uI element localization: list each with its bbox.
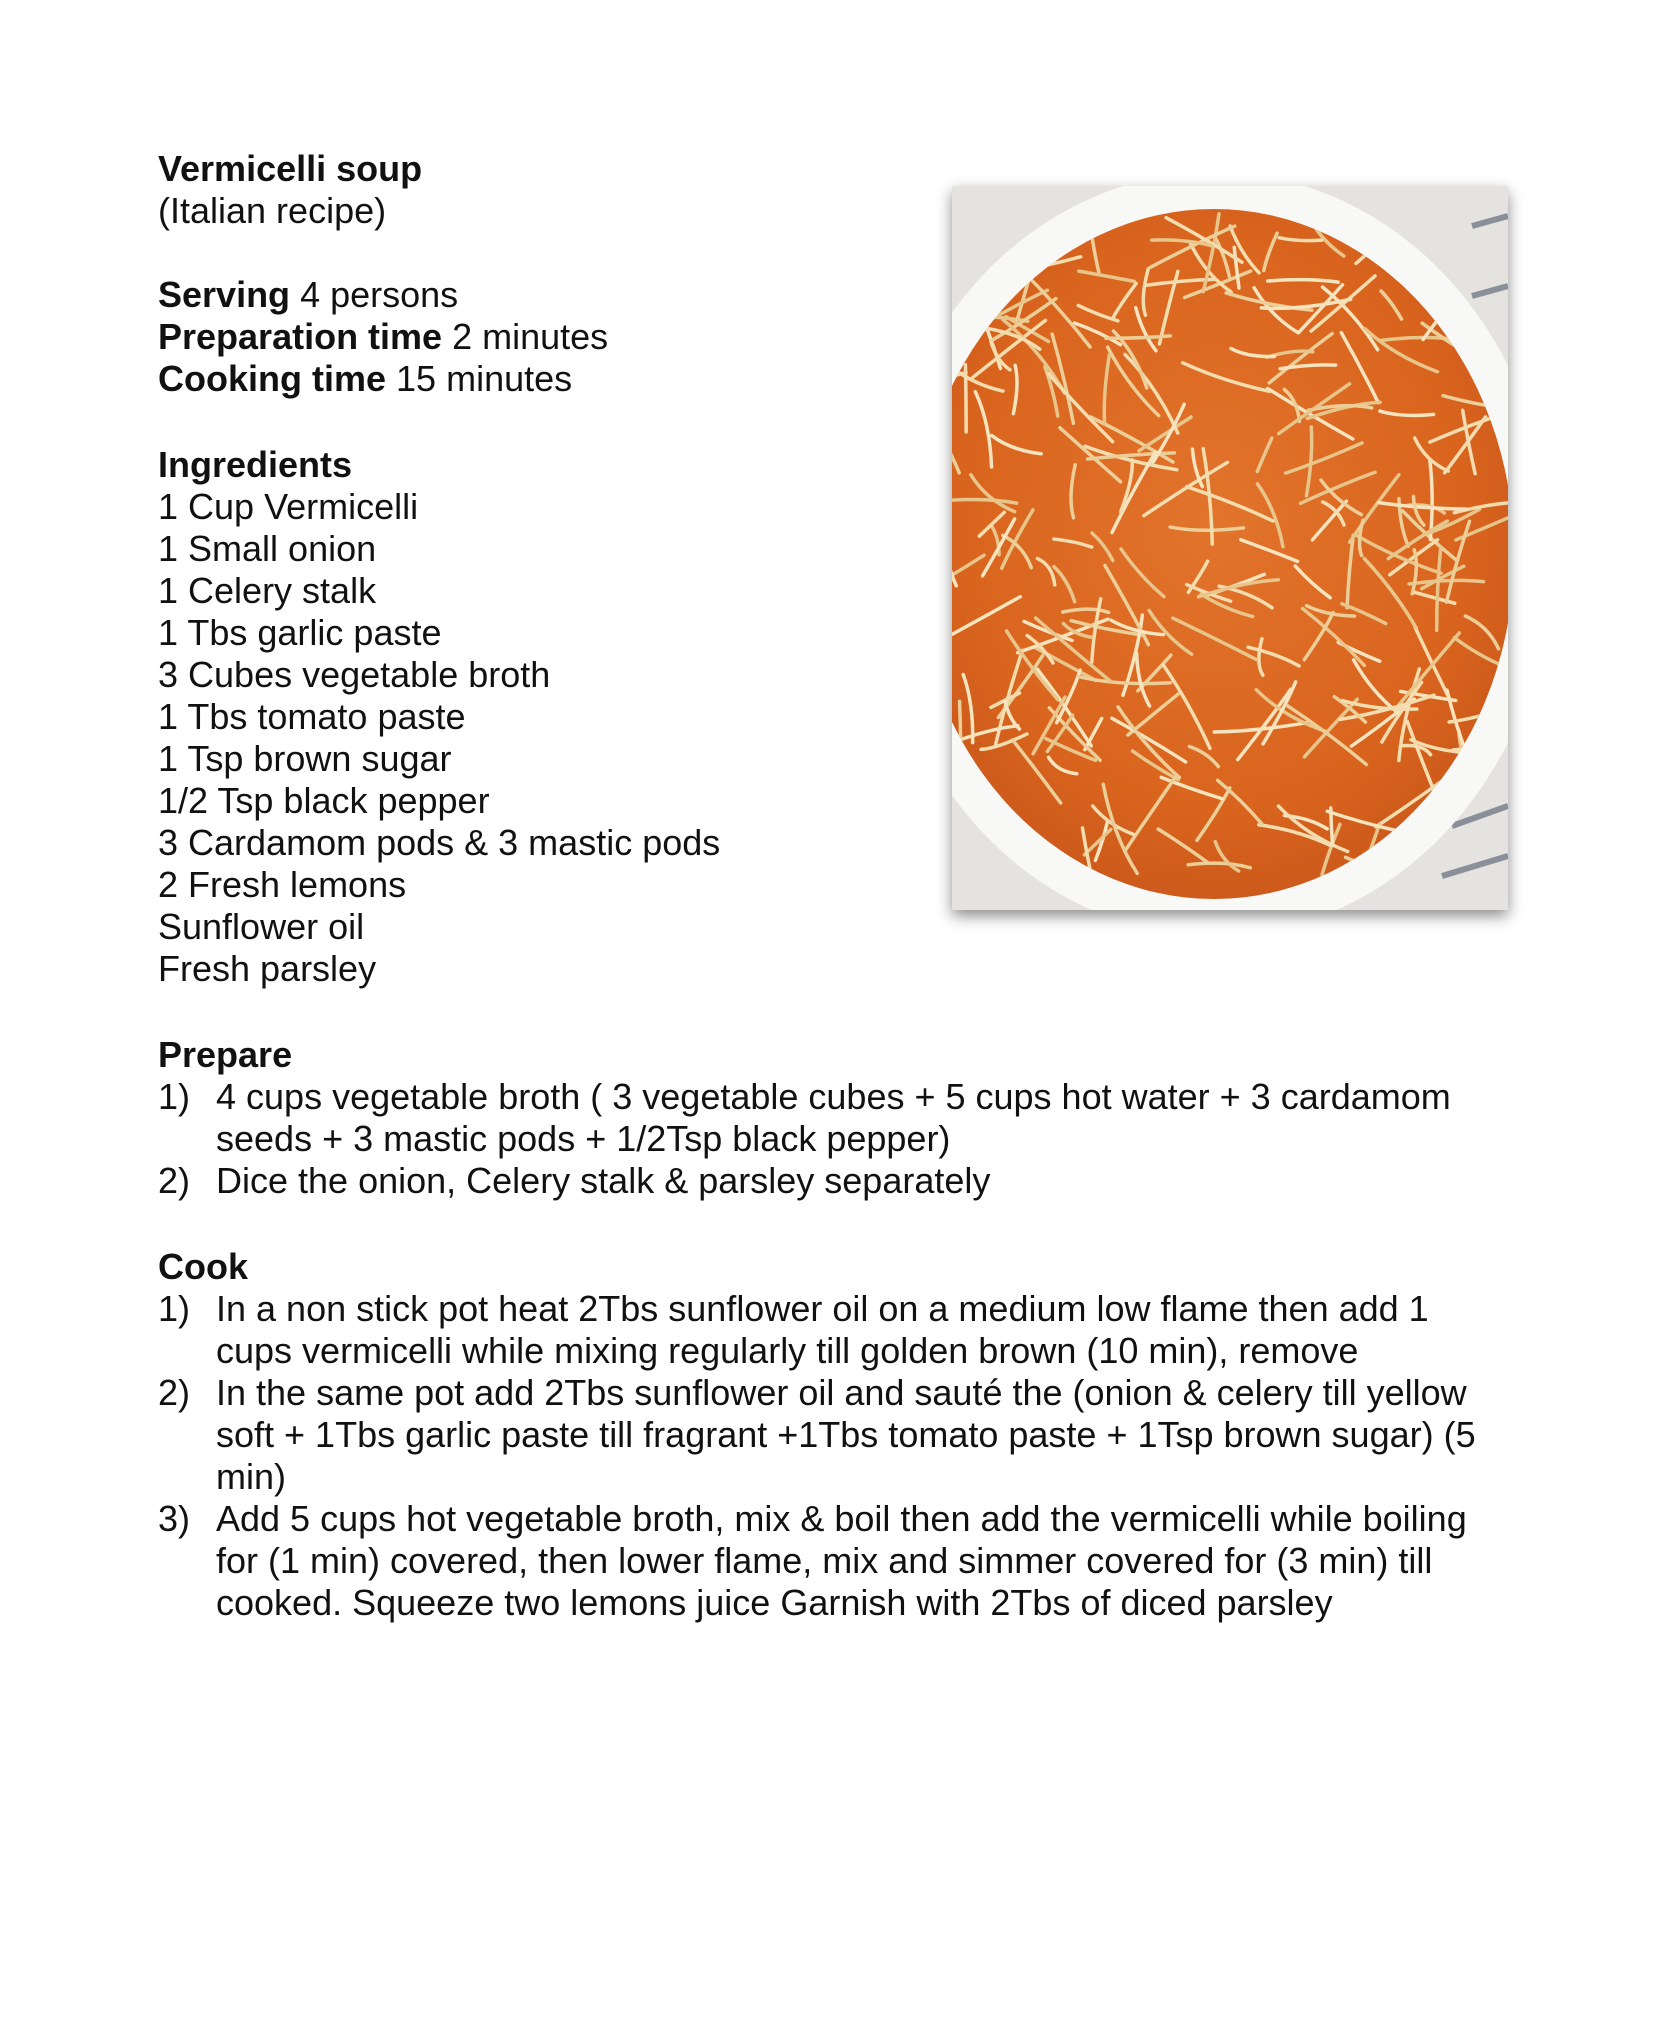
prepare-step — [158, 1160, 1506, 1202]
meta-value: 2 minutes — [452, 316, 609, 357]
meta-label: Preparation time — [158, 316, 443, 357]
ingredient-item: 1/2 Tsp black pepper — [158, 780, 490, 821]
step-number: 2) — [158, 1160, 191, 1201]
cook-heading: Cook — [158, 1246, 248, 1287]
meta-label: Cooking time — [158, 358, 387, 399]
ingredient-item: 1 Cup Vermicelli — [158, 486, 419, 527]
step-text: In a non stick pot heat 2Tbs sunflower oil on a medium low flame then add 1 cups vermicelli while mixing regularly till golden brown (10 min), remove — [216, 1288, 1429, 1371]
meta-value: 4 persons — [300, 274, 459, 315]
cook-step — [158, 1372, 1506, 1498]
step-number: 1) — [158, 1288, 191, 1329]
prepare-step — [158, 1076, 1506, 1160]
ingredient-item: 1 Tsp brown sugar — [158, 738, 452, 779]
ingredient-item: 1 Tbs garlic paste — [158, 612, 442, 653]
step-number: 1) — [158, 1076, 191, 1117]
ingredient-item: 2 Fresh lemons — [158, 864, 407, 905]
prepare-steps — [158, 1076, 1518, 1202]
step-text: Add 5 cups hot vegetable broth, mix & boil then add the vermicelli while boiling for (1 min) covered, then lower flame, mix and simmer covered for (3 min) till cooked. Squeeze two lemons juice Garnish with 2Tbs of diced parsley — [216, 1498, 1467, 1623]
ingredient-item: 1 Tbs tomato paste — [158, 696, 466, 737]
step-text: Dice the onion, Celery stalk & parsley separately — [216, 1160, 991, 1201]
ingredient-item: 3 Cardamom pods & 3 mastic pods — [158, 822, 721, 863]
ingredient-item: Sunflower oil — [158, 906, 365, 947]
recipe-title: Vermicelli soup — [158, 148, 423, 189]
soup-photo — [952, 186, 1508, 910]
step-text: 4 cups vegetable broth ( 3 vegetable cubes + 5 cups hot water + 3 cardamom seeds + 3 mastic pods + 1/2Tsp black pepper) — [216, 1076, 1451, 1159]
ingredient-item: 3 Cubes vegetable broth — [158, 654, 551, 695]
meta-label: Serving — [158, 274, 291, 315]
ingredients-heading: Ingredients — [158, 444, 353, 485]
soup-bowl-image — [952, 186, 1508, 910]
step-text: In the same pot add 2Tbs sunflower oil and sauté the (onion & celery till yellow soft + 1Tbs garlic paste till fragrant +1Tbs tomato paste + 1Tsp brown sugar) (5 min) — [216, 1372, 1476, 1497]
cook-step — [158, 1498, 1506, 1624]
step-number: 3) — [158, 1498, 191, 1539]
ingredient-item: 1 Small onion — [158, 528, 377, 569]
ingredient-item: Fresh parsley — [158, 948, 377, 989]
cook-step — [158, 1288, 1506, 1372]
meta-value: 15 minutes — [396, 358, 573, 399]
cook-steps — [158, 1288, 1518, 1624]
prepare-heading: Prepare — [158, 1034, 293, 1075]
ingredient-item: 1 Celery stalk — [158, 570, 377, 611]
step-number: 2) — [158, 1372, 191, 1413]
recipe-subtitle: (Italian recipe) — [158, 190, 387, 231]
